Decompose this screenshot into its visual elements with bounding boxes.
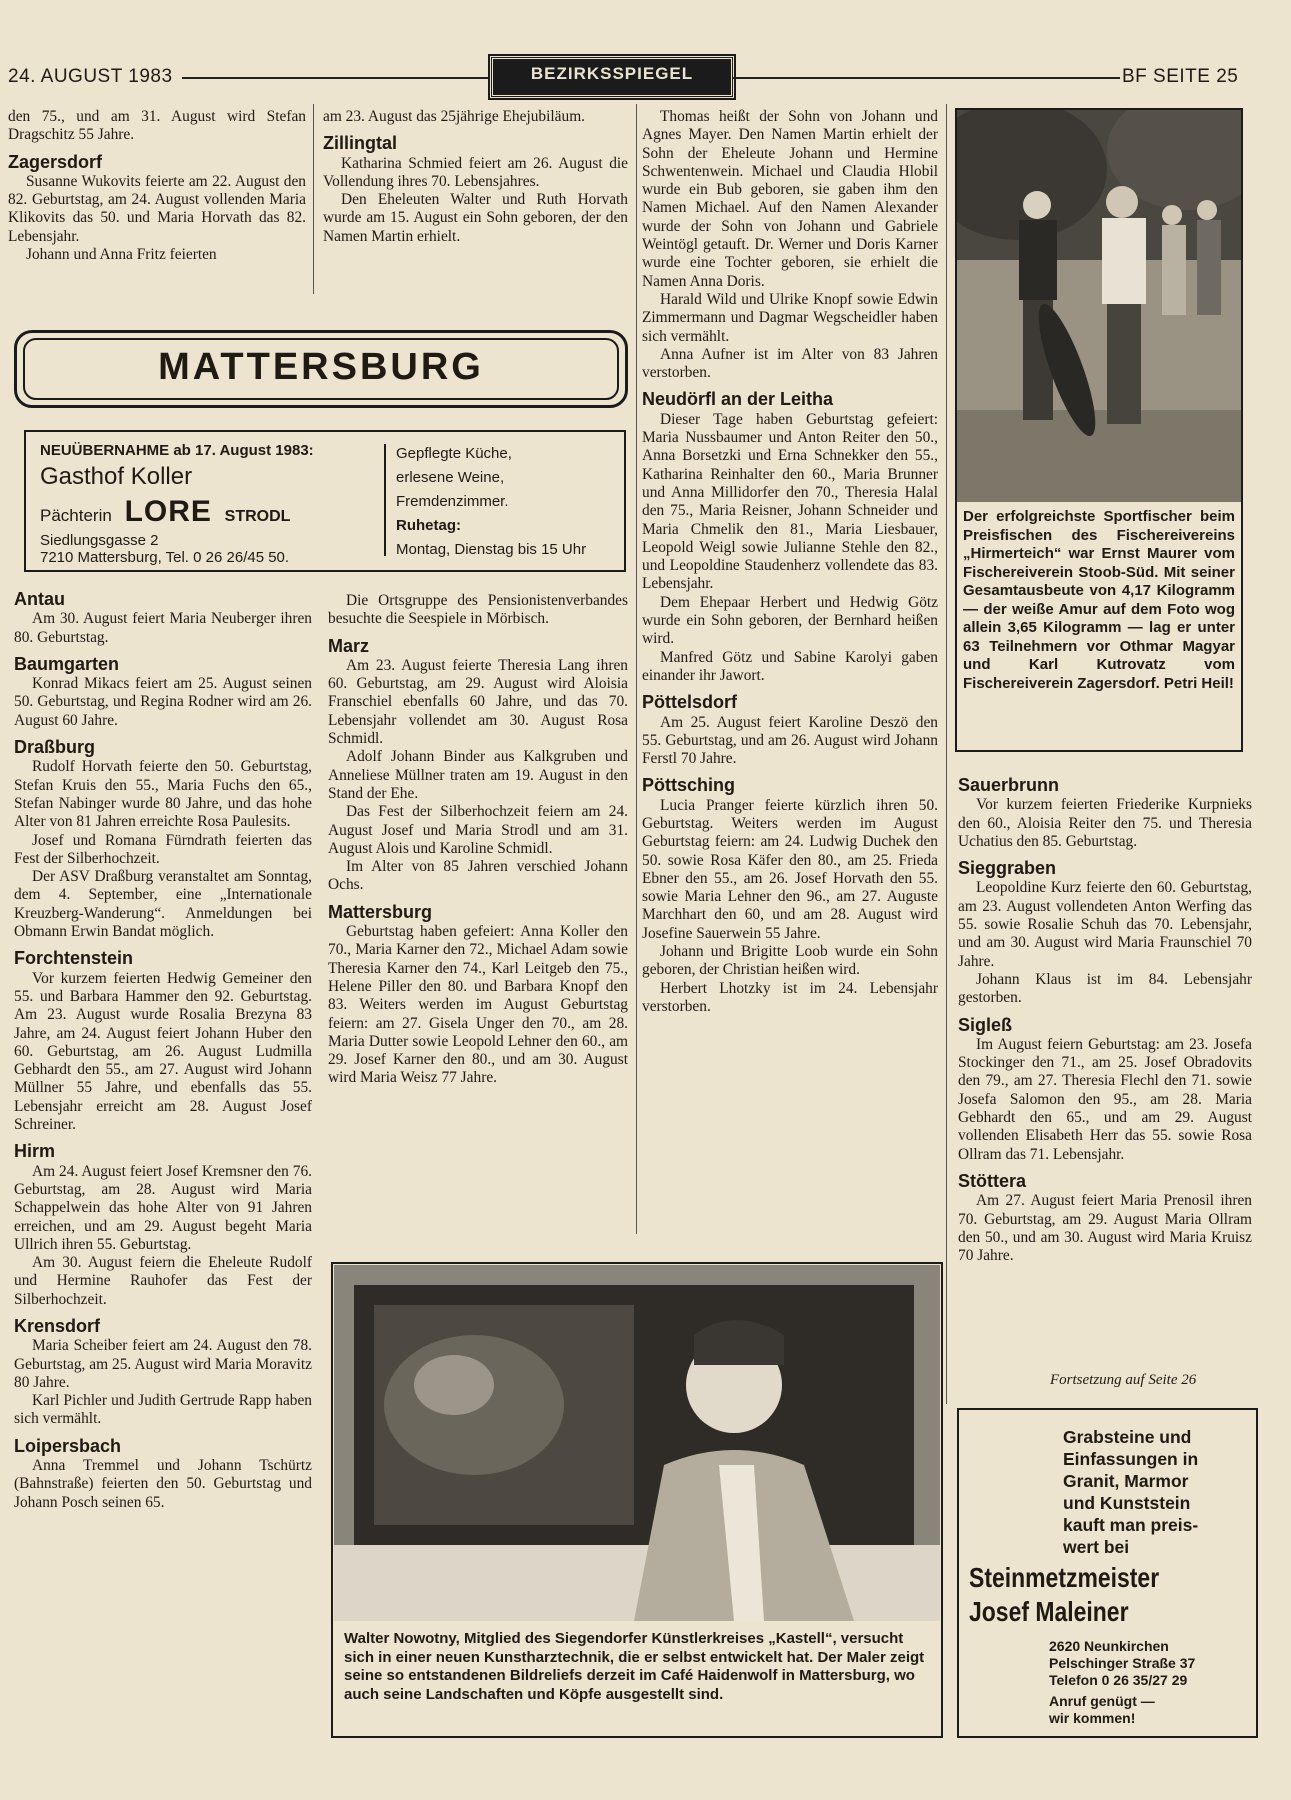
column-2-top (323, 108, 628, 246)
town-heading: Zillingtal (323, 133, 397, 154)
paragraph: Johann Klaus ist im 84. Lebensjahr gestorben. (958, 970, 1252, 1007)
town-heading: Pöttsching (642, 775, 735, 796)
ad-city-phone: 7210 Mattersburg, Tel. 0 26 26/45 50. (40, 549, 290, 566)
paragraph: Johann und Brigitte Loob wurde ein Sohn geboren, der Christian heißen wird. (642, 943, 938, 979)
section-title: BEZIRKSSPIEGEL (490, 56, 734, 98)
town-heading: Krensdorf (14, 1315, 101, 1336)
town-heading: Neudörfl an der Leitha (642, 389, 834, 410)
paragraph: Das Fest der Silberhochzeit feiern am 24. August Josef und Maria Strodl und am 31. August Alois und Karoline Schmidl. (328, 803, 628, 857)
ad-tenant-surname: STRODL (224, 508, 291, 525)
paragraph: Am 30. August feiert Maria Neuberger ihren 80. Geburtstag. (14, 610, 312, 646)
advertisement-steinmetz (957, 1408, 1258, 1738)
column-2 (328, 592, 628, 1088)
ad-divider (384, 444, 386, 556)
paragraph: Johann und Anna Fritz feierten (26, 246, 217, 264)
continued-note: Fortsetzung auf Seite 26 (1050, 1372, 1197, 1388)
ad-stone-address: 2620 Neunkirchen (1049, 1638, 1169, 1654)
ad-stone-phone: Telefon 0 26 35/27 29 (1049, 1672, 1188, 1688)
column-3 (642, 108, 938, 1016)
town-heading: Stöttera (958, 1170, 1027, 1191)
ad-stone-owner: Josef Maleiner (969, 1596, 1129, 1627)
ad-stone-company: Steinmetzmeister (969, 1562, 1160, 1593)
town-heading: Pöttelsdorf (642, 692, 738, 713)
paragraph: Thomas heißt der Sohn von Johann und Agnes Mayer. Den Namen Martin erhielt der Sohn der Eheleute Johann und Hermine Schwentenwein. Michael und Claudia Hlobil wurde ein Bub geboren, sie gaben ihm den Namen Michael. Auf den Namen Alexander wurde der Sohn von Johann und Gabriele Weintögl getauft. Dr. Werner und Doris Karner wurde eine Tochter geboren, sie erhielt die Namen Anna Doris. (642, 108, 938, 290)
paragraph: Harald Wild und Ulrike Knopf sowie Edwin Zimmermann und Dagmar Wegscheidler haben sich vermählt. (642, 290, 938, 345)
paragraph: Am 30. August feiern die Eheleute Rudolf und Hermine Rauhofer das Fest der Silberhochzeit. (14, 1254, 312, 1308)
ad-stone-call: wir kommen! (1049, 1710, 1136, 1726)
column-rule (946, 104, 947, 1404)
paragraph: Konrad Mikacs feiert am 25. August seinen 50. Geburtstag, und Regina Rodner wird am 26. August 60 Jahre. (14, 675, 312, 729)
ad-stone-line: und Kunststein (1063, 1493, 1191, 1513)
paragraph: Die Ortsgruppe des Pensionistenverbandes besuchte die Seespiele in Mörbisch. (328, 592, 628, 628)
paragraph: am 23. August das 25jährige Ehejubiläum. (323, 108, 586, 125)
ad-stone-line: Grabsteine und (1063, 1427, 1192, 1447)
ad-tenant-line (40, 495, 380, 529)
ad-tenant-label: Pächterin (40, 506, 112, 525)
ad-stone-line: wert bei (1063, 1537, 1130, 1557)
paragraph: Den Eheleuten Walter und Ruth Horvath wurde am 15. August ein Sohn geboren, der den Namen Martin erhielt. (323, 191, 628, 245)
ad-feature: Fremdenzimmer. (396, 493, 509, 510)
ad-feature: erlesene Weine, (396, 469, 505, 486)
town-heading: Sieggraben (958, 858, 1057, 879)
ad-stone-line: kauft man preis- (1063, 1515, 1199, 1535)
paragraph: Lucia Pranger feierte kürzlich ihren 50. Geburtstag. Weiters werden im August Geburtstag feiern: am 24. Ludwig Duchek den 50. sowie Rosa Käfer den 80., am 25. Frieda Ebner den 55., am 26. Josef Horvath den 55. sowie Maria Lehner den 96., am 27. Auguste Marchhart den 60, und am 28. August wird Josefine Sauerwein 55 Jahre. (642, 796, 938, 942)
ad-street: Siedlungsgasse 2 (40, 532, 159, 549)
paragraph: Anna Tremmel und Johann Tschürtz (Bahnstraße) feierten den 50. Geburtstag und Johann Posch seinen 65. (14, 1457, 312, 1511)
paragraph: Katharina Schmied feiert am 26. August die Vollendung ihres 70. Lebensjahres. (323, 154, 628, 190)
column-4 (958, 776, 1252, 1265)
paragraph: Geburtstag haben gefeiert: Anna Koller den 70., Maria Karner den 72., Michael Adam sowie Theresia Karner den 74., Karl Leitgeb den 75., Helene Piller den 80. und Barbara Knopf den 83. Weiters werden im August Geburtstag feiern: am 27. Gisela Unger den 70., am 28. Maria Dutter sowie Leopold Lehner den 60., am 29. Josef Karner den 80., und am 30. August wird Maria Weisz 77 Jahre. (328, 923, 628, 1087)
paragraph: Josef und Romana Fürndrath feierten das Fest der Silberhochzeit. (14, 831, 312, 867)
town-heading: Baumgarten (14, 653, 120, 674)
town-heading: Forchtenstein (14, 948, 134, 969)
ad-closed-day: Montag, Dienstag bis 15 Uhr (396, 541, 587, 558)
photo-painter-image (334, 1265, 940, 1621)
column-1-top (8, 108, 306, 264)
ad-business-name: Gasthof Koller (40, 463, 193, 490)
paragraph: Im August feiern Geburtstag: am 23. Josefa Stockinger den 71., am 25. Josef Obradovits den 79., am 27. Theresia Flechl den 71. sowie Josefa Salomon den 95., am 28. Maria Gebhardt den 65., und am 29. August vollenden Elisabeth Herr das 55. sowie Rosa Ollram das 71. Lebensjahr. (958, 1035, 1252, 1163)
district-title: MATTERSBURG (23, 338, 619, 400)
paragraph: Dieser Tage haben Geburtstag gefeiert: Maria Nussbaumer und Anton Reiter den 50., Anna Borsetzki und Erna Schnekker den 55., Katharina Reinhalter den 60., Maria Brunner und Anna Millidorfer den 70., Theresia Halal den 75., Maria Reisner, Johann Schneider und Maria Chmelik den 81., Maria Liesbauer, Leopold Weigl sowie Julianne Stehle den 82., und Leopoldine Staudenherz vollendete das 83. Lebensjahr. (642, 410, 938, 593)
column-rule (313, 104, 314, 294)
paragraph: Am 27. August feiert Maria Prenosil ihren 70. Geburtstag, am 29. August Maria Ollram den 50., und am 30. August wird Maria Kruisz 70 Jahre. (958, 1192, 1252, 1265)
paragraph: Vor kurzem feierten Hedwig Gemeiner den 55. und Barbara Hammer den 92. Geburtstag. Am 23. August wurde Rosalia Brezyna 83 Jahre, am 24. August feiert Johann Huber den 60. Geburtstag, am 26. August Ludmilla Gebhardt den 55., am 27. August wird Johann Müllner 55 Jahre, und ebenfalls das 55. Lebensjahr erreicht am 28. August Josef Schreiner. (14, 969, 312, 1134)
column-1 (14, 590, 312, 1512)
town-heading: Loipersbach (14, 1435, 122, 1456)
town-heading: Sigleß (958, 1014, 1013, 1035)
town-heading: Mattersburg (328, 901, 433, 922)
caption-painter: Walter Nowotny, Mitglied des Siegendorfer Künstlerkreises „Kastell“, versucht sich in einer neuen Kunstharztechnik, die er selbst entwickelt hat. Der Maler zeigt seine so entstandenen Bildreliefs derzeit im Café Haidenwolf in Mattersburg, wo auch seine Landschaften und Köpfe ausgestellt sind. (344, 1630, 925, 1703)
header-rule-right (732, 77, 1120, 79)
paragraph: Karl Pichler und Judith Gertrude Rapp haben sich vermählt. (14, 1392, 312, 1428)
header-rule-left (182, 77, 488, 79)
ad-tenant-first-name: LORE (124, 495, 212, 528)
town-heading: Antau (14, 589, 65, 609)
ad-feature: Gepflegte Küche, (396, 445, 512, 462)
paragraph: Susanne Wukovits feierte am 22. August den 82. Geburtstag, am 24. August vollenden Maria Klikovits das 50. und Maria Horvath das 82. Lebensjahr. (8, 172, 306, 245)
town-heading: Sauerbrunn (958, 775, 1060, 795)
ad-stone-call: Anruf genügt — (1049, 1693, 1155, 1709)
ad-closed-day-label: Ruhetag: (396, 517, 461, 534)
town-heading: Hirm (14, 1141, 56, 1162)
column-rule (636, 104, 637, 1234)
ad-stone-address: Pelschinger Straße 37 (1049, 1655, 1196, 1671)
paragraph: Dem Ehepaar Herbert und Hedwig Götz wurde ein Sohn geboren, der Bernhard heißen wird. (642, 593, 938, 648)
ad-takeover: NEUÜBERNAHME ab 17. August 1983: (40, 442, 314, 459)
ad-stone-line: Granit, Marmor (1063, 1471, 1189, 1491)
town-heading: Marz (328, 635, 370, 656)
paragraph: Rudolf Horvath feierte den 50. Geburtstag, Stefan Kruis den 55., Maria Fuchs den 65., Stefan Nabinger wurde 80 Jahre, und das hohe Alter von 81 Jahren erreichte Rosa Paulesits. (14, 758, 312, 831)
paragraph: Herbert Lhotzky ist im 24. Lebensjahr verstorben. (642, 979, 938, 1015)
town-heading: Zagersdorf (8, 151, 103, 172)
issue-date: 24. AUGUST 1983 (8, 66, 173, 87)
advertisement-gasthof-koller (24, 430, 626, 572)
district-banner (14, 330, 628, 408)
paragraph: Leopoldine Kurz feierte den 60. Geburtstag, am 23. August vollendeten Anton Werfing das 55. sowie Rosalie Schuh das 70. Lebensjahr, und am 30. August wird Maria Fraunschiel 70 Jahre. (958, 879, 1252, 970)
paragraph: Am 24. August feiert Josef Kremsner den 76. Geburtstag, am 28. August wird Maria Schappelwein das hohe Alter von 91 Jahren erreichen, und am 29. August begeht Maria Ullrich ihren 55. Geburtstag. (14, 1162, 312, 1253)
paragraph: Am 23. August feierte Theresia Lang ihren 60. Geburtstag, am 29. August wird Aloisia Franschiel ebenfalls 60 Jahre, und das 70. Lebensjahr vollendet am 30. August Rosa Schmidl. (328, 656, 628, 748)
page-number: BF SEITE 25 (1122, 66, 1239, 87)
paragraph: Manfred Götz und Sabine Karolyi gaben einander ihr Jawort. (642, 648, 938, 684)
caption-fisher: Der erfolgreichste Sportfischer beim Preisfischen des Fischereivereins „Hirmerteich“ war Ernst Maurer vom Fischereiverein Stoob-Süd. Mit seiner Gesamtausbeute von 4,17 Kilogramm — der weiße Amur auf dem Foto wog allein 3,65 Kilogramm — lag er unter 63 Teilnehmern vor Othmar Magyar und Karl Kutrovatz vom Fischereiverein Zagersdorf. Petri Heil! (963, 508, 1235, 692)
paragraph: Vor kurzem feierten Friederike Kurpnieks den 60., Aloisia Reiter den 75. und Theresia Uchatius den 85. Geburtstag. (958, 796, 1252, 850)
paragraph: den 75., und am 31. August wird Stefan Dragschitz 55 Jahre. (8, 108, 306, 144)
paragraph: Der ASV Draßburg veranstaltet am Sonntag, dem 4. September, eine „Internationale Kreuzberg-Wanderung“. Anmeldungen bei Obmann Erwin Bandat möglich. (14, 868, 312, 941)
paragraph: Am 25. August feiert Karoline Deszö den 55. Geburtstag, und am 26. August wird Johann Ferstl 70 Jahre. (642, 713, 938, 768)
photo-painter (334, 1265, 940, 1621)
town-heading: Draßburg (14, 737, 95, 758)
ad-stone-line: Einfassungen in (1063, 1449, 1199, 1469)
photo-fisherman-image (957, 110, 1241, 502)
paragraph: Maria Scheiber feiert am 24. August den 78. Geburtstag, am 25. August wird Maria Moravitz 80 Jahre. (14, 1337, 312, 1391)
paragraph: Im Alter von 85 Jahren verschied Johann Ochs. (328, 858, 628, 894)
paragraph: Adolf Johann Binder aus Kalkgruben und Anneliese Müllner traten am 19. August in den Stand der Ehe. (328, 748, 628, 802)
photo-fisherman (957, 110, 1241, 502)
paragraph: Anna Aufner ist im Alter von 83 Jahren verstorben. (642, 345, 938, 382)
